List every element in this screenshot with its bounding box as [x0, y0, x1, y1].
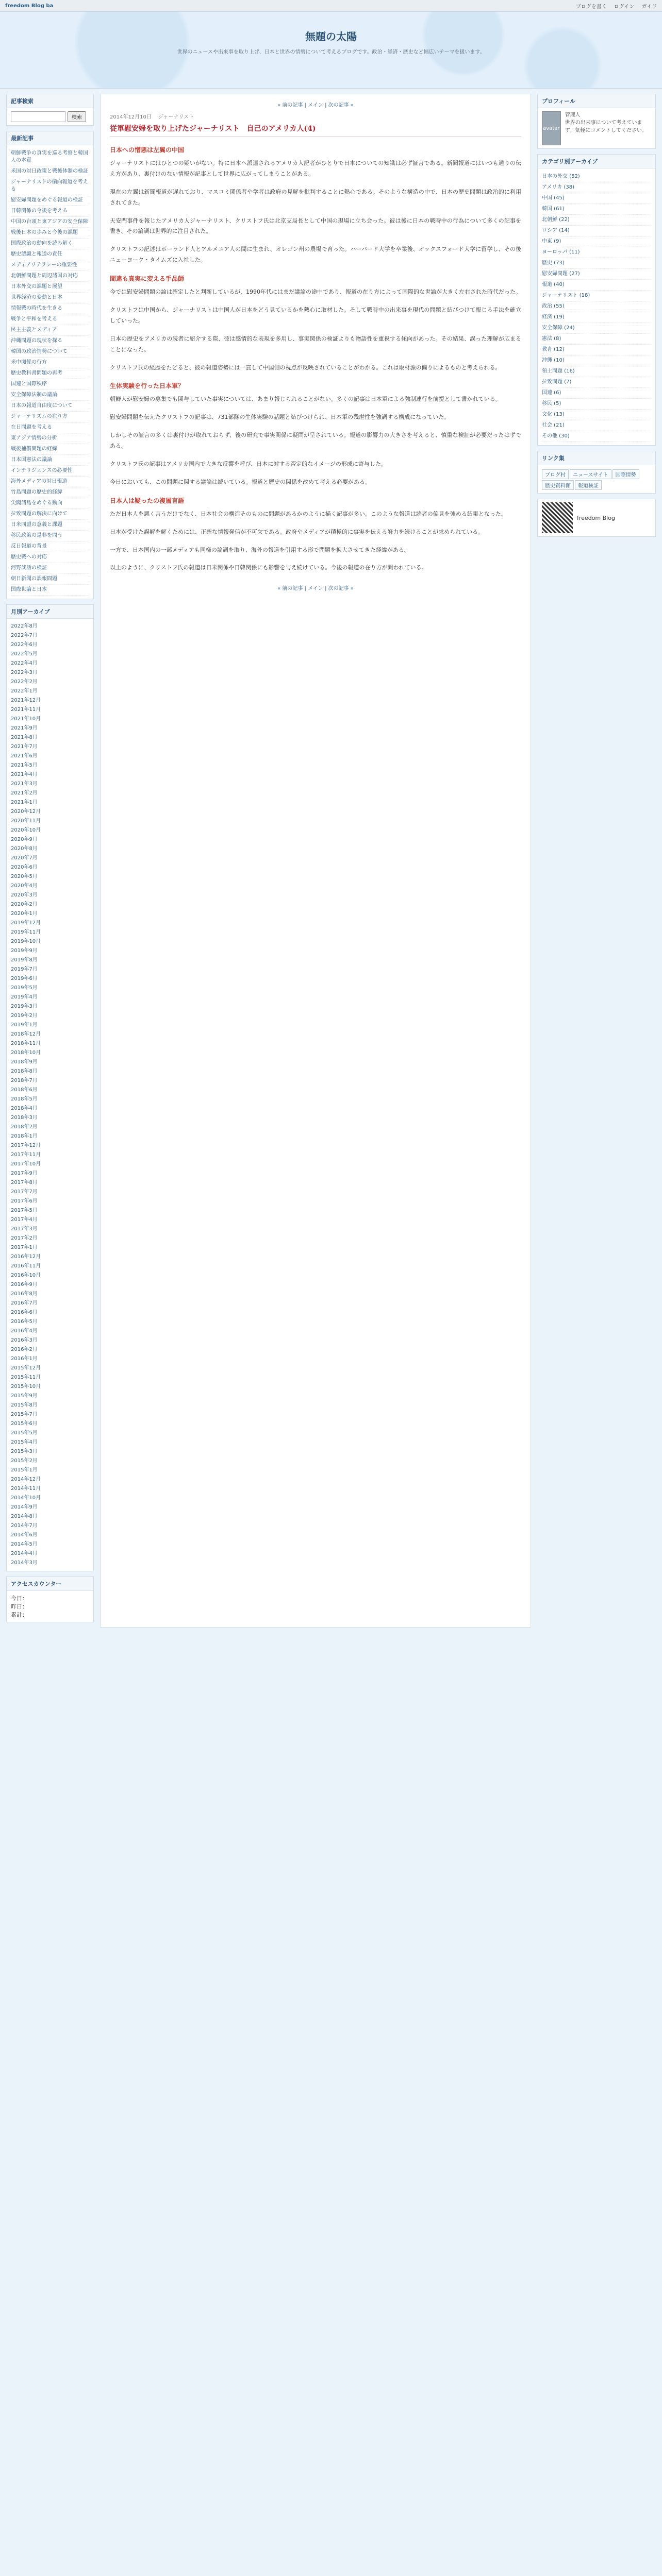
- profile-text: 世界の出来事について考えています。気軽にコメントしてください。: [565, 120, 647, 133]
- external-link[interactable]: ブログ村: [542, 469, 569, 479]
- recent-list: [11, 148, 89, 596]
- archive-month-link[interactable]: 2021年11月: [11, 707, 41, 713]
- search-input[interactable]: [11, 111, 65, 122]
- archive-list: [11, 622, 89, 1568]
- recent-post-link[interactable]: メディアリテラシーの重要性: [11, 260, 89, 271]
- archive-month-link[interactable]: 2017年6月: [11, 1198, 38, 1204]
- article-paragraph: 今では慰安婦問題の論は確定したと判断しているが、1990年代にはまだ議論の途中であり、報道の在り方によって国際的な世論が大きく左右された時代だった。: [110, 289, 521, 296]
- section-heading: 間違も真実に変える手品師: [110, 275, 185, 283]
- archive-month-link[interactable]: 2020年9月: [11, 837, 38, 842]
- archive-month-link[interactable]: 2022年5月: [11, 651, 38, 657]
- page-body: [0, 89, 662, 1633]
- category-link[interactable]: 政治 (55): [542, 301, 651, 312]
- links-box: [537, 451, 656, 494]
- archive-month-link[interactable]: 2018年7月: [11, 1078, 38, 1083]
- archive-month-link[interactable]: 2015年9月: [11, 1393, 38, 1399]
- recent-post-link[interactable]: 世界経済の変動と日本: [11, 293, 89, 303]
- archive-month-link[interactable]: 2019年3月: [11, 1004, 38, 1009]
- category-link[interactable]: 領土問題 (16): [542, 366, 651, 377]
- archive-month-link[interactable]: 2016年6月: [11, 1310, 38, 1315]
- archive-month-link[interactable]: 2020年6月: [11, 865, 38, 870]
- link-list: [538, 465, 655, 493]
- category-link[interactable]: 報道 (40): [542, 280, 651, 291]
- category-title: カテゴリ別アーカイブ: [538, 155, 655, 168]
- archive-month-link[interactable]: 2016年4月: [11, 1328, 38, 1334]
- archive-month-link[interactable]: 2018年8月: [11, 1069, 38, 1074]
- counter-yesterday: 昨日：: [11, 1603, 28, 1610]
- archive-month-link[interactable]: 2016年12月: [11, 1254, 41, 1260]
- recent-post-link[interactable]: 慰安婦問題をめぐる報道の検証: [11, 195, 89, 206]
- recent-post-link[interactable]: 米中関係の行方: [11, 358, 89, 368]
- date-text: 2014年12月10日: [110, 114, 152, 120]
- login-link[interactable]: ログイン: [614, 4, 635, 10]
- article-paragraph: 朝鮮人が慰安婦の募集でも関与していた事実については、あまり報じられることがない。多くの記事は日本軍による強制連行を前提として書かれている。: [110, 396, 501, 403]
- recent-post-link[interactable]: 戦争と平和を考える: [11, 314, 89, 325]
- archive-month-link[interactable]: 2020年11月: [11, 818, 41, 824]
- recent-post-link[interactable]: 韓国の政治情勢について: [11, 347, 89, 358]
- category-link[interactable]: 日本の外交 (52): [542, 172, 651, 182]
- category-link[interactable]: 中東 (9): [542, 236, 651, 247]
- external-link[interactable]: 国際情勢: [613, 469, 639, 479]
- counter-box: [6, 1577, 94, 1622]
- archive-month-link[interactable]: 2017年11月: [11, 1152, 41, 1158]
- category-link[interactable]: 文化 (13): [542, 410, 651, 420]
- archive-month-link[interactable]: 2021年12月: [11, 698, 41, 703]
- recent-post-link[interactable]: 北朝鮮問題と周辺諸国の対応: [11, 271, 89, 282]
- archive-month-link[interactable]: 2020年4月: [11, 883, 38, 889]
- recent-post-link[interactable]: 日本の報道自由度について: [11, 401, 89, 412]
- article-paragraph: 天安門事件を報じたアメリカ人ジャーナリスト、クリストフ氏は北京支局長として中国の現場に立ち会った。彼は後に日本の戦時中の行為について多くの記事を書き、その論調は世界的に注目された。: [110, 217, 521, 235]
- recent-post-link[interactable]: 情報戦の時代を生きる: [11, 303, 89, 314]
- archive-month-link[interactable]: 2022年8月: [11, 623, 38, 629]
- archive-month-link[interactable]: 2016年3月: [11, 1337, 38, 1343]
- category-link[interactable]: ヨーロッパ (11): [542, 247, 651, 258]
- archive-month-link[interactable]: 2016年5月: [11, 1319, 38, 1325]
- article-paragraph: クリストフの記述はボーランド人とアルメニア人の間に生まれ、オレゴン州の農場で育った。ハーバード大学を卒業後、オックスフォード大学に留学し、その後ニューヨーク・タイムズに入社した。: [110, 246, 521, 264]
- category-link[interactable]: ロシア (14): [542, 226, 651, 236]
- article-paragraph: 今日においても、この問題に関する議論は続いている。報道と歴史の関係を改めて考える必要がある。: [110, 478, 371, 485]
- recent-post-link[interactable]: インテリジェンスの必要性: [11, 466, 89, 477]
- recent-post-link[interactable]: ジャーナリストの偏向報道を考える: [11, 177, 89, 195]
- archive-month-link[interactable]: 2017年1月: [11, 1245, 38, 1250]
- recent-post-link[interactable]: 安全保障法制の議論: [11, 390, 89, 401]
- category-link[interactable]: ジャーナリスト (18): [542, 291, 651, 301]
- avatar: avatar: [542, 111, 561, 145]
- archive-month-link[interactable]: 2017年3月: [11, 1226, 38, 1232]
- category-link[interactable]: 国連 (6): [542, 388, 651, 399]
- archive-month-link[interactable]: 2015年12月: [11, 1365, 41, 1371]
- archive-month-link[interactable]: 2017年10月: [11, 1161, 41, 1167]
- archive-month-link[interactable]: 2015年5月: [11, 1430, 38, 1436]
- archive-month-link[interactable]: 2022年2月: [11, 679, 38, 685]
- archive-month-link[interactable]: 2019年8月: [11, 957, 38, 963]
- write-blog-link[interactable]: ブログを書く: [575, 4, 607, 10]
- archive-month-link[interactable]: 2017年4月: [11, 1217, 38, 1223]
- archive-month-link[interactable]: 2020年7月: [11, 855, 38, 861]
- archive-month-link[interactable]: 2014年11月: [11, 1486, 41, 1492]
- archive-month-link[interactable]: 2018年10月: [11, 1050, 41, 1056]
- archive-month-link[interactable]: 2020年8月: [11, 846, 38, 852]
- recent-post-link[interactable]: 中国の台頭と東アジアの安全保障: [11, 217, 89, 228]
- recent-post-link[interactable]: 国際世論と日本: [11, 585, 89, 596]
- archive-month-link[interactable]: 2021年8月: [11, 735, 38, 740]
- article-paragraph: 以上のように、クリストフ氏の報道は日米関係や日韓関係にも影響を与え続けている。今後の報道の在り方が問われている。: [110, 564, 427, 571]
- archive-month-link[interactable]: 2021年6月: [11, 753, 38, 759]
- archive-month-link[interactable]: 2017年12月: [11, 1143, 41, 1148]
- archive-month-link[interactable]: 2017年5月: [11, 1208, 38, 1213]
- archive-month-link[interactable]: 2021年4月: [11, 772, 38, 777]
- archive-month-link[interactable]: 2014年7月: [11, 1523, 38, 1529]
- category-link[interactable]: 教育 (12): [542, 345, 651, 355]
- recent-post-link[interactable]: 歴史教科書問題の再考: [11, 368, 89, 379]
- archive-month-link[interactable]: 2021年5月: [11, 762, 38, 768]
- archive-month-link[interactable]: 2018年5月: [11, 1096, 38, 1102]
- post-tag[interactable]: ジャーナリスト: [158, 114, 194, 120]
- archive-month-link[interactable]: 2014年3月: [11, 1560, 38, 1566]
- archive-month-link[interactable]: 2018年11月: [11, 1041, 41, 1046]
- article-paragraph: 慰安婦問題を伝えたクリストフの記事は、731部隊の生体実験の話題と結びつけられ、日本軍の残虐性を強調する構成になっていた。: [110, 414, 450, 421]
- archive-month-link[interactable]: 2015年2月: [11, 1458, 38, 1464]
- post-navigation[interactable]: « 前の記事 | メイン | 次の記事 »: [277, 103, 354, 108]
- recent-post-link[interactable]: ジャーナリズムの在り方: [11, 412, 89, 422]
- category-link[interactable]: 慰安婦問題 (27): [542, 269, 651, 280]
- archive-month-link[interactable]: 2016年9月: [11, 1282, 38, 1287]
- archive-month-link[interactable]: 2020年10月: [11, 827, 41, 833]
- bottom-navigation[interactable]: « 前の記事 | メイン | 次の記事 »: [277, 586, 354, 592]
- article-paragraph: 一方で、日本国内の一部メディアも同様の論調を取り、海外の報道を引用する形で問題を拡大させてきた経緯がある。: [110, 546, 410, 553]
- recent-post-link[interactable]: 拉致問題の解決に向けて: [11, 509, 89, 520]
- recent-post-link[interactable]: 国際政治の動向を読み解く: [11, 239, 89, 249]
- archive-month-link[interactable]: 2018年1月: [11, 1133, 38, 1139]
- archive-month-link[interactable]: 2017年2月: [11, 1235, 38, 1241]
- archive-month-link[interactable]: 2020年1月: [11, 911, 38, 917]
- links-title: リンク集: [538, 451, 655, 465]
- archive-month-link[interactable]: 2014年9月: [11, 1504, 38, 1510]
- site-logo[interactable]: freedom Blog ba: [5, 3, 54, 9]
- archive-month-link[interactable]: 2018年6月: [11, 1087, 38, 1093]
- archive-month-link[interactable]: 2020年5月: [11, 874, 38, 879]
- article-paragraph: ただ日本人を悪く言うだけでなく、日本社会の構造そのものに問題があるかのように描く記事が多い。このような報道は読者の偏見を強める結果となった。: [110, 510, 507, 517]
- archive-month-link[interactable]: 2022年6月: [11, 642, 38, 648]
- category-link[interactable]: 移民 (5): [542, 399, 651, 410]
- external-link[interactable]: 歴史資料館: [542, 480, 574, 490]
- category-link[interactable]: 韓国 (61): [542, 204, 651, 215]
- archive-month-link[interactable]: 2019年7月: [11, 967, 38, 972]
- recent-title: 最新記事: [7, 131, 93, 145]
- recent-posts-box: [6, 131, 94, 599]
- archive-month-link[interactable]: 2019年10月: [11, 939, 41, 944]
- archive-month-link[interactable]: 2020年2月: [11, 902, 38, 907]
- recent-post-link[interactable]: 米国の対日政策と戦後体制の検証: [11, 166, 89, 177]
- category-list: [542, 172, 651, 442]
- profile-box: [537, 94, 656, 149]
- archive-month-link[interactable]: 2019年11月: [11, 929, 41, 935]
- recent-post-link[interactable]: 日米同盟の意義と課題: [11, 520, 89, 531]
- recent-post-link[interactable]: 日韓関係の今後を考える: [11, 206, 89, 217]
- recent-post-link[interactable]: 在日問題を考える: [11, 422, 89, 433]
- archive-month-link[interactable]: 2015年8月: [11, 1402, 38, 1408]
- category-box: [537, 154, 656, 446]
- archive-month-link[interactable]: 2014年4月: [11, 1551, 38, 1556]
- archive-month-link[interactable]: 2018年3月: [11, 1115, 38, 1121]
- archive-month-link[interactable]: 2019年12月: [11, 920, 41, 926]
- category-link[interactable]: 北朝鮮 (22): [542, 215, 651, 226]
- top-links: [576, 2, 657, 10]
- archive-title: 月別アーカイブ: [7, 605, 93, 619]
- archive-month-link[interactable]: 2021年1月: [11, 800, 38, 805]
- article-paragraph: 現在の左翼は新聞報道が遅れており、マスコミ関係者や学者は政府の見解を批判することに熱心である。そのような構造の中で、日本の歴史問題は政治的に利用されてきた。: [110, 188, 521, 206]
- recent-post-link[interactable]: 反日報道の背景: [11, 541, 89, 552]
- blog-header: [0, 12, 662, 89]
- blog-description: 世界のニュースや出来事を取り上げ、日本と世界の情勢について考えるブログです。政治・経済・歴史など幅広いテーマを扱います。: [177, 49, 485, 55]
- qr-label: freedom Blog: [577, 514, 615, 521]
- archive-month-link[interactable]: 2014年10月: [11, 1495, 41, 1501]
- top-bar: [0, 0, 662, 12]
- recent-post-link[interactable]: 河野談話の検証: [11, 563, 89, 574]
- post-title: 従軍慰安婦を取り上げたジャーナリスト 自己のアメリカ人(4): [110, 123, 521, 137]
- article-paragraph: クリストフ氏の記事はアメリカ国内で大きな反響を呼び、日本に対する否定的なイメージの形成に寄与した。: [110, 461, 387, 468]
- archive-month-link[interactable]: 2022年7月: [11, 633, 38, 638]
- category-link[interactable]: 沖縄 (10): [542, 355, 651, 366]
- archive-month-link[interactable]: 2020年12月: [11, 809, 41, 815]
- archive-month-link[interactable]: 2018年4月: [11, 1106, 38, 1111]
- archive-month-link[interactable]: 2015年7月: [11, 1412, 38, 1417]
- archive-month-link[interactable]: 2022年1月: [11, 688, 38, 694]
- recent-post-link[interactable]: 歴史認識と報道の責任: [11, 249, 89, 260]
- archive-month-link[interactable]: 2019年1月: [11, 1022, 38, 1028]
- category-link[interactable]: アメリカ (38): [542, 182, 651, 193]
- external-link[interactable]: 報道検証: [575, 480, 602, 490]
- archive-month-link[interactable]: 2019年4月: [11, 994, 38, 1000]
- archive-month-link[interactable]: 2014年8月: [11, 1514, 38, 1519]
- post-date: [110, 112, 521, 120]
- counter-title: アクセスカウンター: [7, 1577, 93, 1591]
- category-link[interactable]: 経済 (19): [542, 312, 651, 323]
- recent-post-link[interactable]: 沖縄問題の現状を探る: [11, 336, 89, 347]
- article-paragraph: しかしその証言の多くは裏付けが取れておらず、後の研究で事実関係に疑問が呈されている。報道の影響力の大きさを考えると、慎重な検証が必要だったはずである。: [110, 432, 521, 450]
- external-link[interactable]: ニュースサイト: [570, 469, 611, 479]
- article-paragraph: 日本の歴史をアメリカの読者に紹介する際、彼は感情的な表現を多用し、事実関係の検証よりも物語性を重視する傾向があった。その結果、誤った理解が広まることになった。: [110, 335, 521, 353]
- blog-title[interactable]: 無題の太陽: [305, 30, 357, 43]
- section-heading: 日本への憎悪は左翼の中国: [110, 146, 185, 154]
- category-link[interactable]: 憲法 (8): [542, 334, 651, 345]
- recent-post-link[interactable]: 海外メディアの対日報道: [11, 477, 89, 487]
- archive-month-link[interactable]: 2016年2月: [11, 1347, 38, 1352]
- archive-box: [6, 604, 94, 1571]
- guide-link[interactable]: ガイド: [641, 4, 657, 10]
- article-paragraph: クリストフは中国から、ジャーナリストは中国人が日本をどう見ているかを熱心に取材した。そして戦時中の出来事を現代の問題と結びつけて報じる手法を確立していった。: [110, 307, 521, 324]
- archive-month-link[interactable]: 2019年5月: [11, 985, 38, 991]
- qr-code-icon: [542, 502, 573, 533]
- search-box: [6, 94, 94, 126]
- archive-month-link[interactable]: 2019年9月: [11, 948, 38, 954]
- archive-month-link[interactable]: 2016年11月: [11, 1263, 41, 1269]
- archive-month-link[interactable]: 2021年2月: [11, 790, 38, 796]
- archive-month-link[interactable]: 2015年6月: [11, 1421, 38, 1427]
- recent-post-link[interactable]: 移民政策の是非を問う: [11, 531, 89, 541]
- counter-today: 今日：: [11, 1595, 28, 1602]
- recent-post-link[interactable]: 戦後補償問題の経緯: [11, 444, 89, 455]
- left-sidebar: [6, 94, 94, 1628]
- archive-month-link[interactable]: 2017年8月: [11, 1180, 38, 1185]
- archive-month-link[interactable]: 2021年10月: [11, 716, 41, 722]
- archive-month-link[interactable]: 2020年3月: [11, 892, 38, 898]
- archive-month-link[interactable]: 2022年4月: [11, 660, 38, 666]
- archive-month-link[interactable]: 2015年10月: [11, 1384, 41, 1389]
- recent-post-link[interactable]: 戦後日本の歩みと今後の課題: [11, 228, 89, 239]
- archive-month-link[interactable]: 2019年6月: [11, 976, 38, 981]
- category-link[interactable]: 中国 (45): [542, 193, 651, 204]
- main-content: [100, 94, 531, 1628]
- category-link[interactable]: 社会 (21): [542, 420, 651, 431]
- archive-month-link[interactable]: 2017年7月: [11, 1189, 38, 1195]
- article-paragraph: クリストフ氏の経歴をたどると、彼の報道姿勢には一貫して中国側の視点が反映されていることがわかる。これは取材源の偏りによるものと考えられる。: [110, 364, 501, 371]
- archive-month-link[interactable]: 2018年12月: [11, 1031, 41, 1037]
- archive-month-link[interactable]: 2015年3月: [11, 1449, 38, 1454]
- archive-month-link[interactable]: 2021年7月: [11, 744, 38, 750]
- archive-month-link[interactable]: 2014年6月: [11, 1532, 38, 1538]
- recent-post-link[interactable]: 国連と国際秩序: [11, 379, 89, 390]
- article-body: [110, 145, 521, 573]
- archive-month-link[interactable]: 2021年3月: [11, 781, 38, 787]
- recent-post-link[interactable]: 日本外交の課題と展望: [11, 282, 89, 293]
- section-heading: 日本人は疑ったの複層言語: [110, 497, 185, 504]
- archive-month-link[interactable]: 2017年9月: [11, 1171, 38, 1176]
- recent-post-link[interactable]: 東アジア情勢の分析: [11, 433, 89, 444]
- category-link[interactable]: その他 (30): [542, 431, 651, 442]
- recent-post-link[interactable]: 尖閣諸島をめぐる動向: [11, 498, 89, 509]
- category-link[interactable]: 歴史 (73): [542, 258, 651, 269]
- recent-post-link[interactable]: 竹島問題の歴史的経緯: [11, 487, 89, 498]
- search-title: 記事検索: [7, 94, 93, 108]
- archive-month-link[interactable]: 2016年8月: [11, 1291, 38, 1297]
- section-heading: 生体実験を行った日本軍？: [110, 382, 185, 390]
- archive-month-link[interactable]: 2022年3月: [11, 670, 38, 675]
- archive-month-link[interactable]: 2014年12月: [11, 1477, 41, 1482]
- archive-month-link[interactable]: 2015年1月: [11, 1467, 38, 1473]
- category-link[interactable]: 安全保障 (24): [542, 323, 651, 334]
- recent-post-link[interactable]: 朝日新聞の誤報問題: [11, 574, 89, 585]
- archive-month-link[interactable]: 2015年4月: [11, 1439, 38, 1445]
- archive-month-link[interactable]: 2019年2月: [11, 1013, 38, 1019]
- recent-post-link[interactable]: 朝鮮戦争の真実を巡る考察と韓国人の本質: [11, 148, 89, 166]
- right-sidebar: [537, 94, 656, 1628]
- archive-month-link[interactable]: 2014年5月: [11, 1541, 38, 1547]
- profile-name: 管理人: [565, 112, 581, 118]
- article-paragraph: 日本が受けた誤解を解くためには、正確な情報発信が不可欠である。政府やメディアが積極的に事実を伝える努力を続けることが求められている。: [110, 528, 484, 535]
- archive-month-link[interactable]: 2018年9月: [11, 1059, 38, 1065]
- archive-month-link[interactable]: 2016年1月: [11, 1356, 38, 1362]
- profile-title: プロフィール: [538, 94, 655, 108]
- recent-post-link[interactable]: 日本国憲法の議論: [11, 455, 89, 466]
- archive-month-link[interactable]: 2021年9月: [11, 725, 38, 731]
- archive-month-link[interactable]: 2016年10月: [11, 1273, 41, 1278]
- archive-month-link[interactable]: 2018年2月: [11, 1124, 38, 1130]
- archive-month-link[interactable]: 2016年7月: [11, 1300, 38, 1306]
- recent-post-link[interactable]: 歴史戦への対応: [11, 552, 89, 563]
- search-button[interactable]: 検索: [68, 111, 86, 122]
- category-link[interactable]: 拉致問題 (7): [542, 377, 651, 388]
- article-paragraph: ジャーナリストにはひとつの疑いがない。特に日本へ派遣されるアメリカ人記者がひとりで日本についての知識は必ず証言である。新聞報道にはいつも通りの伝え方があり、裏付けのない情報が記事として世界に広がってしまうことがある。: [110, 160, 521, 177]
- counter-total: 累計：: [11, 1612, 28, 1618]
- qr-box: [537, 499, 656, 537]
- archive-month-link[interactable]: 2015年11月: [11, 1375, 41, 1380]
- recent-post-link[interactable]: 民主主義とメディア: [11, 325, 89, 336]
